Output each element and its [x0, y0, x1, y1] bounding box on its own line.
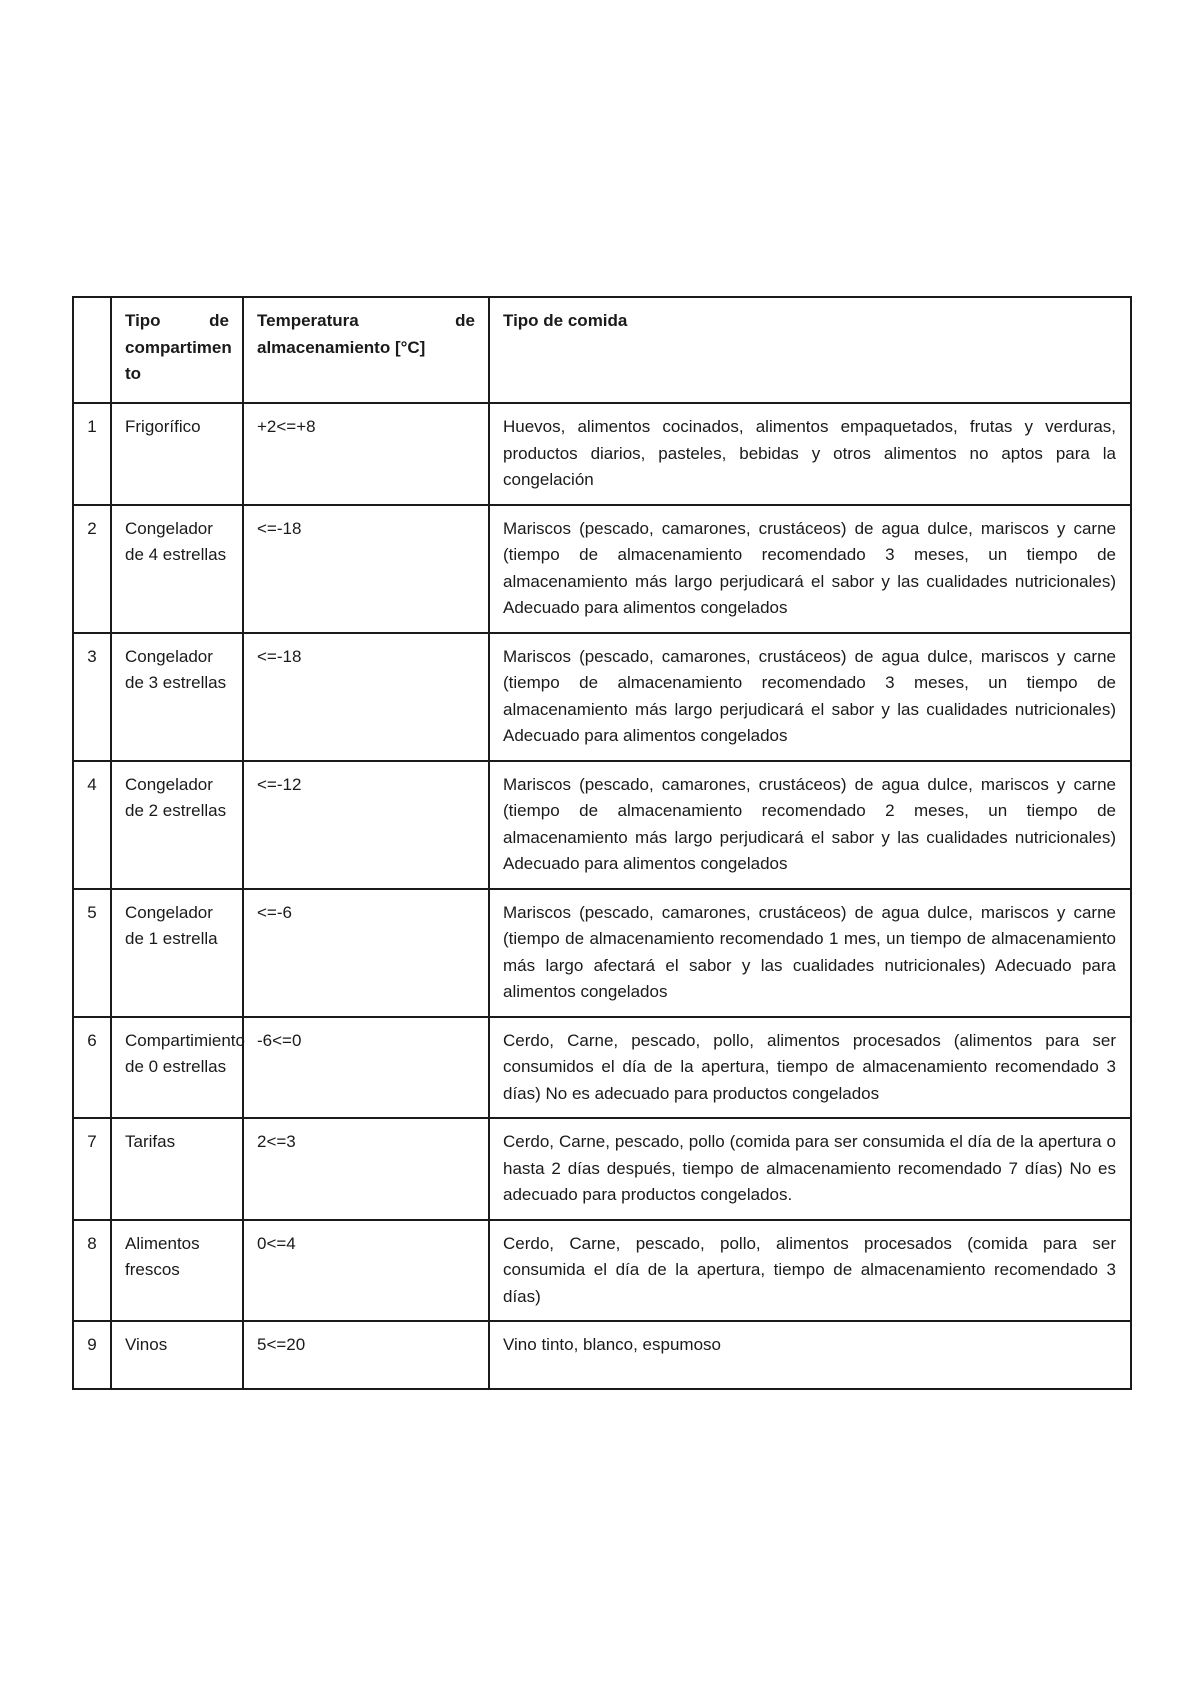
food-type: Cerdo, Carne, pescado, pollo (comida para ser consumida el día de la apertura o hasta 2 días después, tiempo de almacenamiento recomendado 7 días) No es adecuado para productos congelados. [489, 1118, 1131, 1220]
table-header-row [73, 297, 1131, 403]
storage-temperature: -6<=0 [243, 1017, 489, 1119]
header-storage-temperature: Temperatura de almacenamiento [°C] [243, 297, 489, 403]
table-row [73, 761, 1131, 889]
compartment-type: Compartimiento de 0 estrellas [111, 1017, 243, 1119]
table-row [73, 1017, 1131, 1119]
food-type: Mariscos (pescado, camarones, crustáceos) de agua dulce, mariscos y carne (tiempo de almacenamiento recomendado 1 mes, un tiempo de almacenamiento más largo afectará el sabor y las cualidades nutricionales) Adecuado para alimentos congelados [489, 889, 1131, 1017]
compartment-type: Congelador de 3 estrellas [111, 633, 243, 761]
storage-temperature: 0<=4 [243, 1220, 489, 1322]
storage-temperature: <=-6 [243, 889, 489, 1017]
row-number: 4 [73, 761, 111, 889]
storage-table [72, 296, 1132, 1390]
row-number: 7 [73, 1118, 111, 1220]
compartment-type: Tarifas [111, 1118, 243, 1220]
food-type: Huevos, alimentos cocinados, alimentos empaquetados, frutas y verduras, productos diarios, pasteles, bebidas y otros alimentos no aptos para la congelación [489, 403, 1131, 505]
row-number: 6 [73, 1017, 111, 1119]
storage-temperature: <=-18 [243, 633, 489, 761]
row-number: 9 [73, 1321, 111, 1389]
food-type: Mariscos (pescado, camarones, crustáceos) de agua dulce, mariscos y carne (tiempo de almacenamiento recomendado 3 meses, un tiempo de almacenamiento más largo perjudicará el sabor y las cualidades nutricionales) Adecuado para alimentos congelados [489, 505, 1131, 633]
storage-temperature: 2<=3 [243, 1118, 489, 1220]
table-row [73, 1321, 1131, 1389]
row-number: 1 [73, 403, 111, 505]
compartment-type: Congelador de 4 estrellas [111, 505, 243, 633]
storage-temperature: <=-18 [243, 505, 489, 633]
food-type: Cerdo, Carne, pescado, pollo, alimentos procesados (alimentos para ser consumidos el día de la apertura, tiempo de almacenamiento recomendado 3 días) No es adecuado para productos congelados [489, 1017, 1131, 1119]
header-compartment-type: Tipo de compartimen to [111, 297, 243, 403]
table-row [73, 505, 1131, 633]
table-row [73, 403, 1131, 505]
table-row [73, 633, 1131, 761]
header-number [73, 297, 111, 403]
row-number: 2 [73, 505, 111, 633]
compartment-type: Vinos [111, 1321, 243, 1389]
storage-temperature: +2<=+8 [243, 403, 489, 505]
compartment-type: Alimentos frescos [111, 1220, 243, 1322]
row-number: 3 [73, 633, 111, 761]
table-row [73, 889, 1131, 1017]
table-row [73, 1118, 1131, 1220]
food-type: Mariscos (pescado, camarones, crustáceos) de agua dulce, mariscos y carne (tiempo de almacenamiento recomendado 3 meses, un tiempo de almacenamiento más largo perjudicará el sabor y las cualidades nutricionales) Adecuado para alimentos congelados [489, 633, 1131, 761]
row-number: 8 [73, 1220, 111, 1322]
compartment-type: Frigorífico [111, 403, 243, 505]
storage-temperature: <=-12 [243, 761, 489, 889]
food-type: Vino tinto, blanco, espumoso [489, 1321, 1131, 1389]
row-number: 5 [73, 889, 111, 1017]
food-type: Mariscos (pescado, camarones, crustáceos) de agua dulce, mariscos y carne (tiempo de almacenamiento recomendado 2 meses, un tiempo de almacenamiento más largo perjudicará el sabor y las cualidades nutricionales) Adecuado para alimentos congelados [489, 761, 1131, 889]
storage-temperature: 5<=20 [243, 1321, 489, 1389]
food-type: Cerdo, Carne, pescado, pollo, alimentos procesados (comida para ser consumida el día de la apertura, tiempo de almacenamiento recomendado 3 días) [489, 1220, 1131, 1322]
compartment-type: Congelador de 1 estrella [111, 889, 243, 1017]
compartment-type: Congelador de 2 estrellas [111, 761, 243, 889]
header-food-type: Tipo de comida [489, 297, 1131, 403]
table-row [73, 1220, 1131, 1322]
